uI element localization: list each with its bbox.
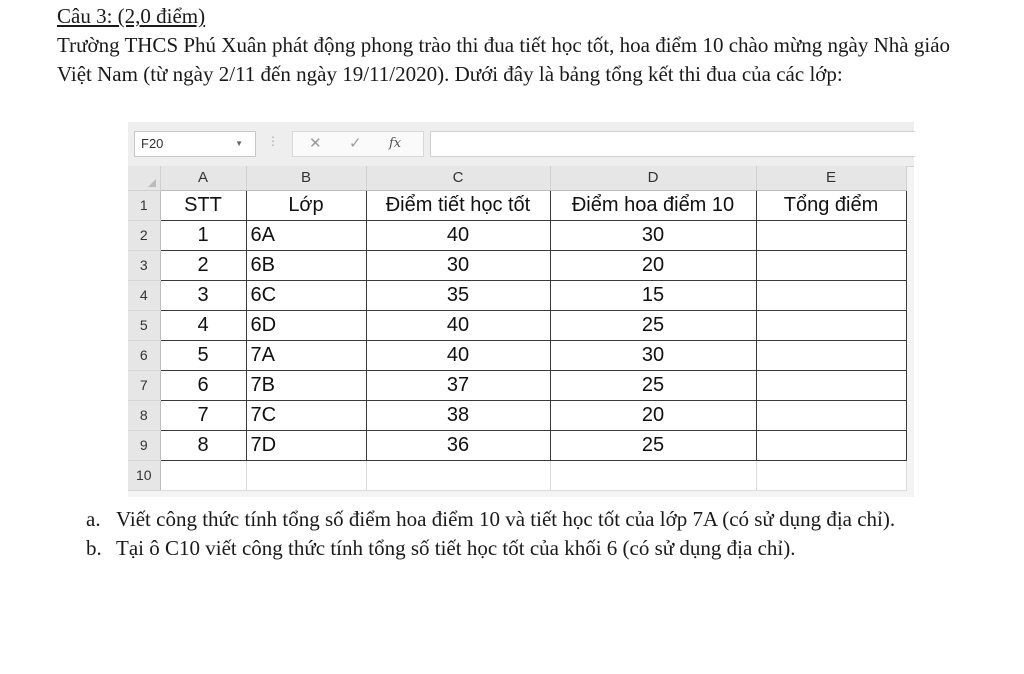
cell[interactable]: 30 bbox=[550, 220, 756, 250]
cell[interactable] bbox=[756, 280, 906, 310]
header-cell-lop[interactable]: Lớp bbox=[246, 190, 366, 220]
cell[interactable]: 35 bbox=[366, 280, 550, 310]
cell[interactable]: 40 bbox=[366, 310, 550, 340]
cell[interactable]: 6D bbox=[246, 310, 366, 340]
cell[interactable]: 25 bbox=[550, 370, 756, 400]
cell[interactable] bbox=[160, 460, 246, 490]
name-box-value: F20 bbox=[141, 136, 164, 151]
column-header-c[interactable]: C bbox=[366, 166, 550, 190]
cell[interactable]: 6C bbox=[246, 280, 366, 310]
chevron-down-icon[interactable]: ▼ bbox=[235, 139, 243, 148]
task-marker: b. bbox=[86, 536, 102, 560]
cell[interactable]: 38 bbox=[366, 400, 550, 430]
cell[interactable]: 8 bbox=[160, 430, 246, 460]
column-header-b[interactable]: B bbox=[246, 166, 366, 190]
task-text: Tại ô C10 viết công thức tính tổng số tiết học tốt của khối 6 (có sử dụng địa chỉ). bbox=[116, 536, 796, 560]
header-cell-stt[interactable]: STT bbox=[160, 190, 246, 220]
select-all-icon bbox=[148, 179, 156, 187]
cell[interactable]: 7 bbox=[160, 400, 246, 430]
cell[interactable]: 36 bbox=[366, 430, 550, 460]
table-row bbox=[128, 370, 906, 400]
cell[interactable]: 7C bbox=[246, 400, 366, 430]
cell[interactable] bbox=[246, 460, 366, 490]
cell[interactable]: 4 bbox=[160, 310, 246, 340]
column-header-e[interactable]: E bbox=[756, 166, 906, 190]
table-row bbox=[128, 340, 906, 370]
cell[interactable]: 5 bbox=[160, 340, 246, 370]
row-header[interactable]: 6 bbox=[128, 340, 160, 370]
table-row bbox=[128, 430, 906, 460]
row-header[interactable]: 9 bbox=[128, 430, 160, 460]
cell[interactable]: 7B bbox=[246, 370, 366, 400]
cell[interactable] bbox=[756, 370, 906, 400]
table-row bbox=[128, 280, 906, 310]
cell[interactable]: 30 bbox=[550, 340, 756, 370]
formula-tools bbox=[292, 131, 424, 157]
cell[interactable] bbox=[756, 400, 906, 430]
cell[interactable]: 6B bbox=[246, 250, 366, 280]
check-icon[interactable]: ✓ bbox=[349, 135, 362, 152]
cell[interactable]: 7D bbox=[246, 430, 366, 460]
cell[interactable]: 25 bbox=[550, 430, 756, 460]
table-row bbox=[128, 460, 906, 490]
cell[interactable] bbox=[366, 460, 550, 490]
name-box[interactable] bbox=[134, 131, 256, 157]
row-header[interactable]: 1 bbox=[128, 190, 160, 220]
row-header[interactable]: 4 bbox=[128, 280, 160, 310]
formula-bar bbox=[128, 122, 914, 167]
spreadsheet-screenshot bbox=[128, 122, 914, 497]
drag-handle-icon: ⋮ bbox=[267, 134, 279, 148]
cell[interactable] bbox=[756, 250, 906, 280]
row-header[interactable]: 8 bbox=[128, 400, 160, 430]
cell[interactable]: 3 bbox=[160, 280, 246, 310]
task-b bbox=[86, 534, 966, 563]
cell[interactable] bbox=[756, 340, 906, 370]
table-row bbox=[128, 400, 906, 430]
formula-input[interactable] bbox=[430, 131, 915, 157]
cell[interactable]: 7A bbox=[246, 340, 366, 370]
cell[interactable]: 37 bbox=[366, 370, 550, 400]
header-cell-tong-diem[interactable]: Tổng điểm bbox=[756, 190, 906, 220]
task-a bbox=[86, 505, 966, 534]
cell[interactable]: 40 bbox=[366, 340, 550, 370]
table-header-row bbox=[128, 190, 906, 220]
close-icon[interactable]: ✕ bbox=[309, 135, 322, 152]
row-header[interactable]: 3 bbox=[128, 250, 160, 280]
cell[interactable]: 40 bbox=[366, 220, 550, 250]
header-cell-tiet-hoc-tot[interactable]: Điểm tiết học tốt bbox=[366, 190, 550, 220]
worksheet-grid bbox=[128, 166, 907, 491]
table-row bbox=[128, 310, 906, 340]
cell[interactable]: 6A bbox=[246, 220, 366, 250]
cell[interactable]: 25 bbox=[550, 310, 756, 340]
table-row bbox=[128, 220, 906, 250]
select-all-corner[interactable] bbox=[128, 166, 160, 190]
question-body: Trường THCS Phú Xuân phát động phong trào thi đua tiết học tốt, hoa điểm 10 chào mừng ngày Nhà giáo Việt Nam (từ ngày 2/11 đến ngày 19/11/2020). Dưới đây là bảng tổng kết thi đua của các lớp: bbox=[57, 33, 951, 86]
task-text: Viết công thức tính tổng số điểm hoa điểm 10 và tiết học tốt của lớp 7A (có sử dụng địa chỉ). bbox=[116, 507, 896, 531]
table-row bbox=[128, 250, 906, 280]
fx-icon[interactable]: fx bbox=[389, 136, 402, 151]
header-cell-hoa-diem-10[interactable]: Điểm hoa điểm 10 bbox=[550, 190, 756, 220]
cell[interactable] bbox=[756, 430, 906, 460]
cell[interactable]: 30 bbox=[366, 250, 550, 280]
row-header[interactable]: 2 bbox=[128, 220, 160, 250]
cell[interactable]: 1 bbox=[160, 220, 246, 250]
cell[interactable] bbox=[756, 460, 906, 490]
cell[interactable]: 15 bbox=[550, 280, 756, 310]
row-header[interactable]: 10 bbox=[128, 460, 160, 490]
task-marker: a. bbox=[86, 507, 101, 531]
cell[interactable] bbox=[756, 220, 906, 250]
task-list bbox=[86, 505, 966, 563]
cell[interactable]: 6 bbox=[160, 370, 246, 400]
cell[interactable] bbox=[756, 310, 906, 340]
cell[interactable]: 2 bbox=[160, 250, 246, 280]
cell[interactable]: 20 bbox=[550, 400, 756, 430]
column-header-d[interactable]: D bbox=[550, 166, 756, 190]
cell[interactable] bbox=[550, 460, 756, 490]
question-title: Câu 3: (2,0 điểm) bbox=[57, 4, 206, 28]
row-header[interactable]: 7 bbox=[128, 370, 160, 400]
row-header[interactable]: 5 bbox=[128, 310, 160, 340]
cell[interactable]: 20 bbox=[550, 250, 756, 280]
column-header-a[interactable]: A bbox=[160, 166, 246, 190]
